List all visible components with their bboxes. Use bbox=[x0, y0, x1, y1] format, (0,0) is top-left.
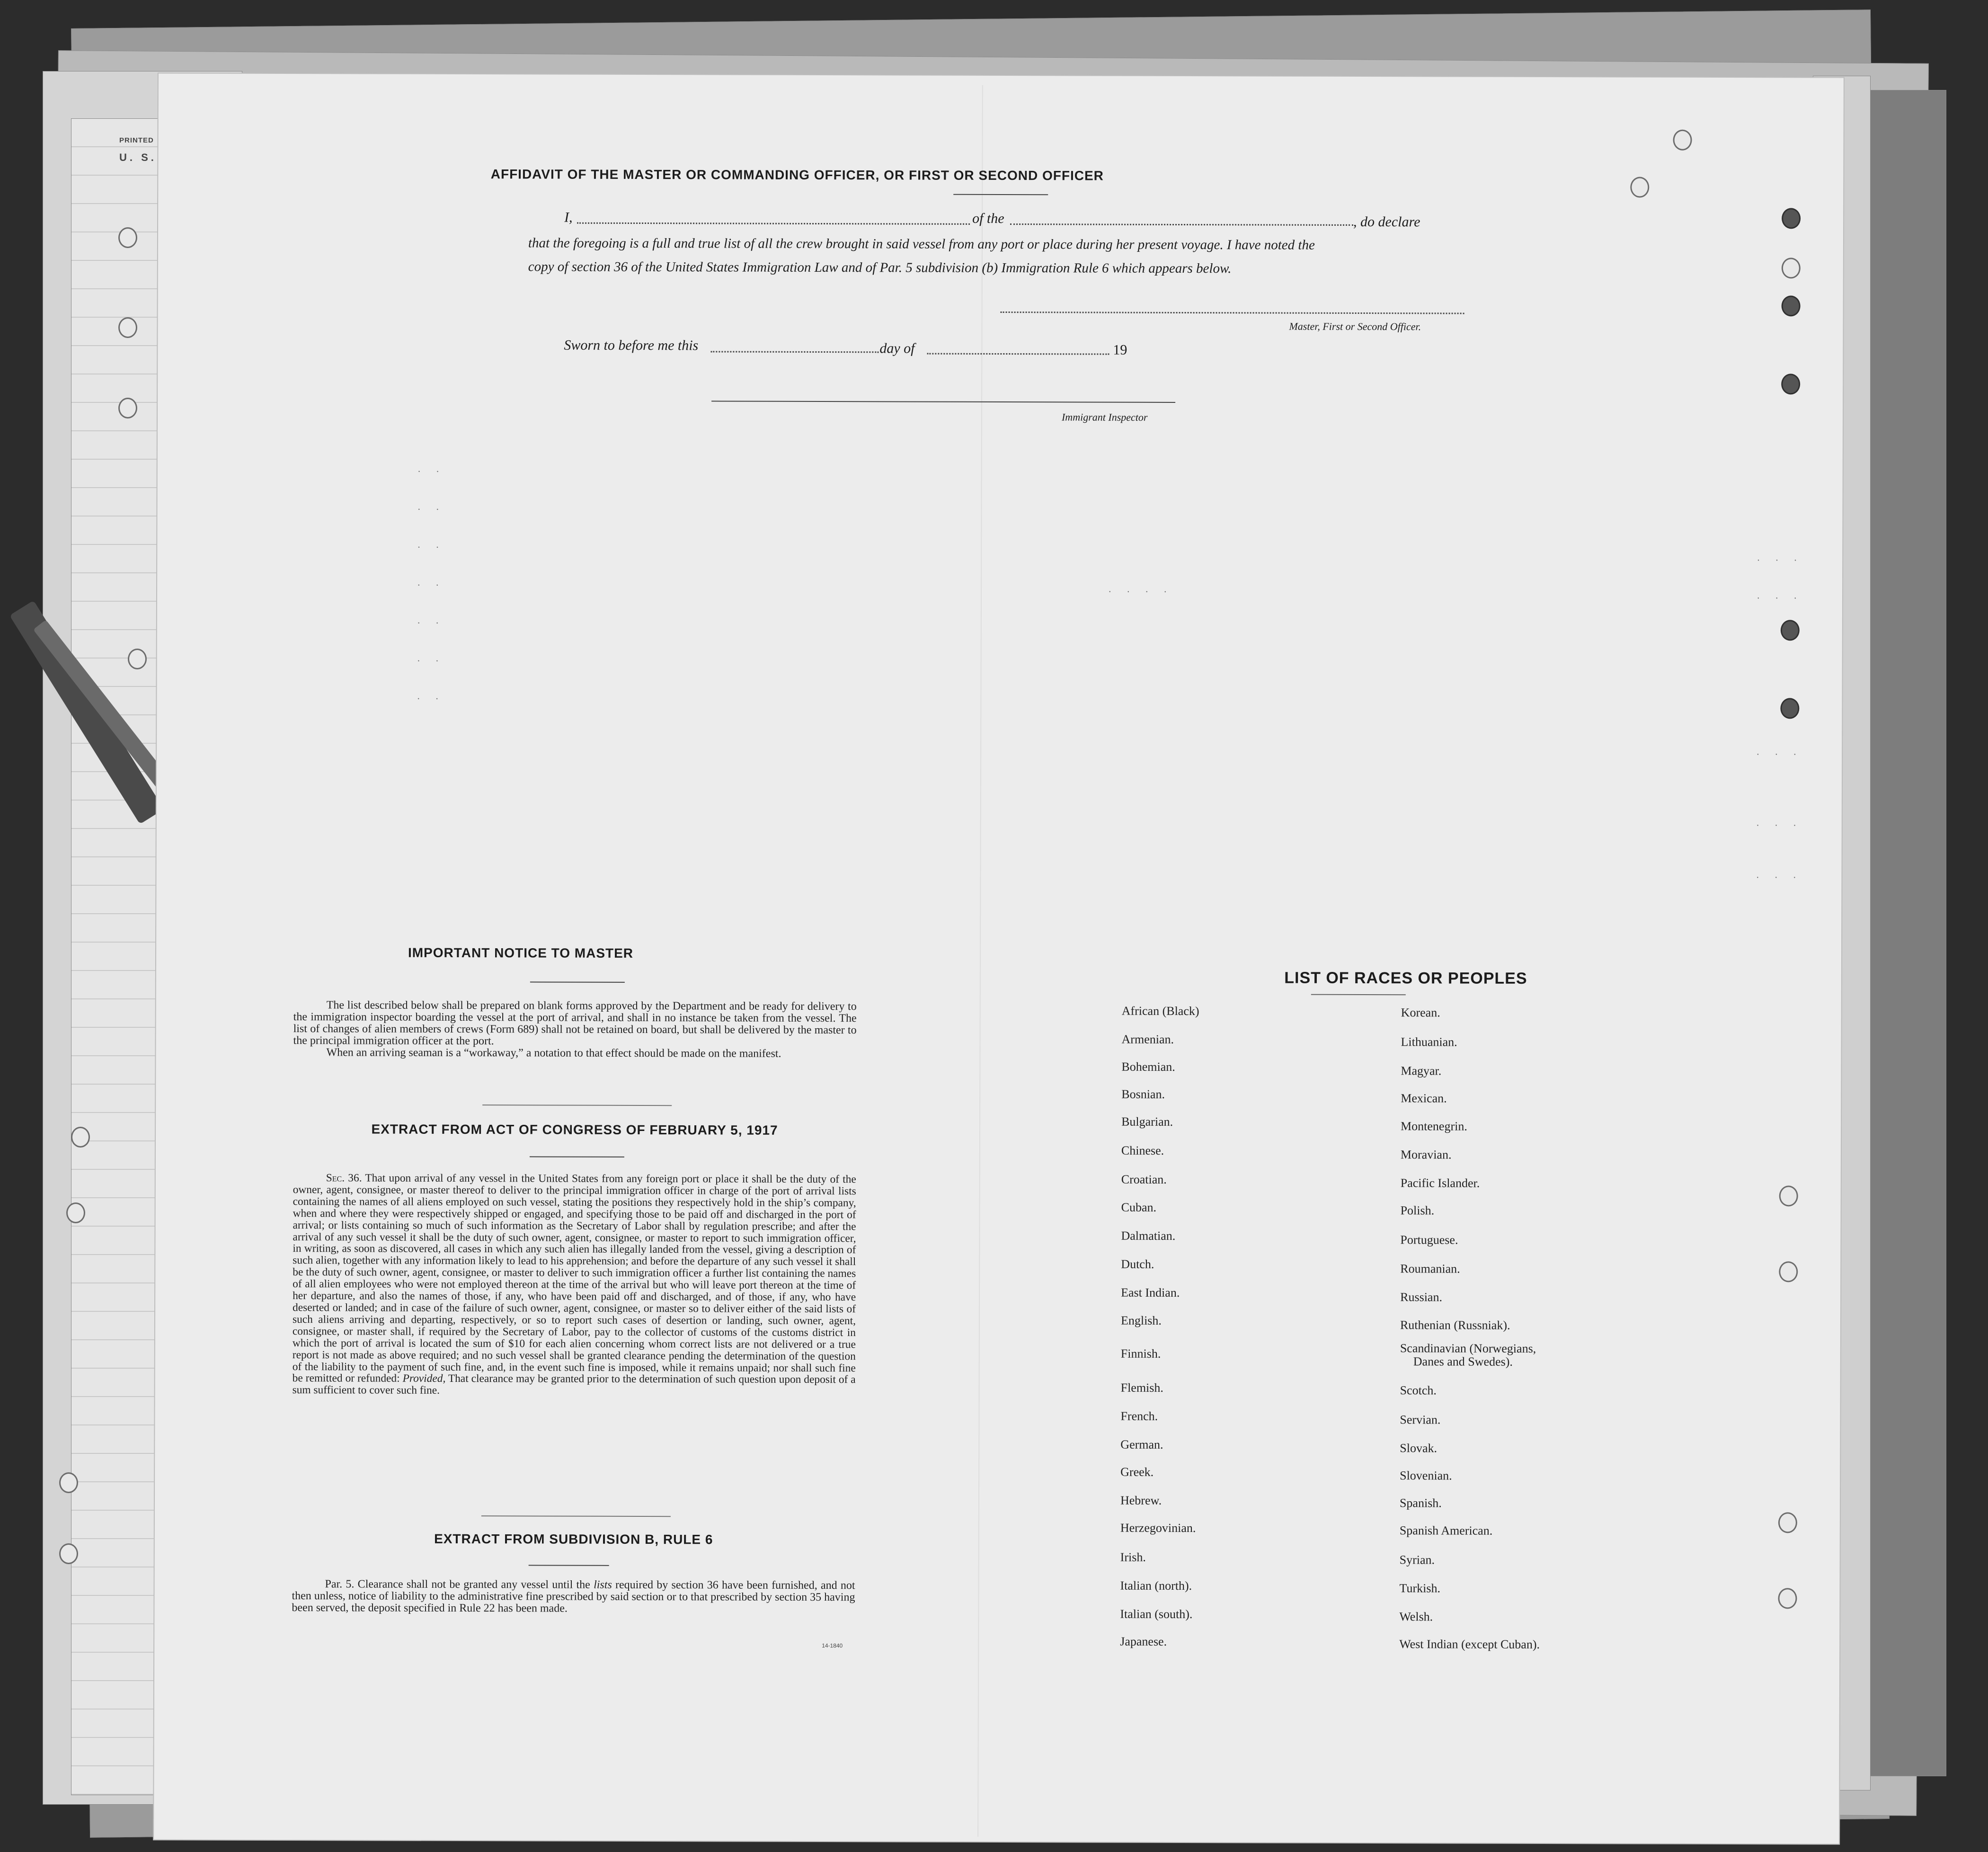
punch-hole bbox=[59, 1543, 78, 1564]
master-signature-line bbox=[1001, 312, 1464, 314]
race-item: English. bbox=[1120, 1313, 1162, 1327]
punch-hole bbox=[1630, 177, 1649, 197]
affidavit-line-3: copy of section 36 of the United States Immigration Law and of Par. 5 subdivision (b) Immigration Rule 6 which appears below. bbox=[528, 259, 1232, 276]
affidavit-of-the: of the bbox=[972, 210, 1004, 227]
section-label: Sec. 36. bbox=[326, 1172, 362, 1184]
sworn-prefix: Sworn to before me this bbox=[564, 337, 699, 354]
notice-paragraph-1: The list described below shall be prepared on blank forms approved by the Department and be ready for delivery to the immigration inspector boarding the vessel at the port of arrival, and shall in no instance be taken from the vessel. The list of changes of alien members of crews (Form 689) shall not be retained on board, but shall be delivered by the master to the principal immigration officer at the port. bbox=[293, 999, 857, 1048]
race-item: Korean. bbox=[1401, 1006, 1440, 1020]
punch-hole bbox=[1782, 295, 1801, 316]
affidavit-title: AFFIDAVIT OF THE MASTER OR COMMANDING OFFICER, OR FIRST OR SECOND OFFICER bbox=[490, 167, 1104, 183]
race-item: Moravian. bbox=[1400, 1148, 1452, 1162]
faint-dots: . . . bbox=[1757, 745, 1803, 757]
faint-dots: . . bbox=[417, 614, 445, 626]
title-rule bbox=[953, 194, 1048, 196]
faint-dots: . . bbox=[417, 538, 445, 550]
race-item: Japanese. bbox=[1120, 1634, 1167, 1648]
race-item: Scandinavian (Norwegians, bbox=[1400, 1341, 1536, 1355]
race-item: Flemish. bbox=[1120, 1380, 1163, 1395]
inspector-caption: Immigrant Inspector bbox=[1061, 411, 1148, 423]
race-item: Dutch. bbox=[1121, 1257, 1154, 1271]
rule-text-before: Par. 5. Clearance shall not be granted any vessel until the bbox=[325, 1578, 590, 1591]
punch-hole bbox=[1781, 374, 1800, 394]
race-item: Servian. bbox=[1400, 1413, 1441, 1427]
race-item: Herzegovinian. bbox=[1120, 1521, 1196, 1535]
faint-dots: . . . bbox=[1756, 868, 1803, 881]
race-item: Bosnian. bbox=[1121, 1087, 1165, 1101]
race-item: Lithuanian. bbox=[1401, 1035, 1457, 1049]
faint-dots: . . . bbox=[1757, 589, 1803, 601]
master-signature-caption: Master, First or Second Officer. bbox=[1289, 320, 1421, 333]
punch-hole bbox=[1781, 620, 1800, 641]
punch-hole bbox=[1673, 130, 1692, 151]
punch-hole bbox=[66, 1202, 85, 1223]
race-item: Welsh. bbox=[1399, 1610, 1433, 1624]
punch-hole bbox=[1778, 1588, 1797, 1609]
race-item: Chinese. bbox=[1121, 1143, 1164, 1158]
affidavit-do-declare: , do declare bbox=[1353, 214, 1420, 230]
page-fold bbox=[977, 85, 983, 1837]
race-item: Ruthenian (Russniak). bbox=[1400, 1318, 1510, 1332]
punch-hole bbox=[1779, 1261, 1798, 1282]
rule-text-after: required by section 36 have been furnished, and not then unless, notice of liability to the administrative fine prescribed by said section or to that prescribed by section 35 having been served, the deposit specified in Rule 22 has been made. bbox=[292, 1578, 855, 1615]
notice-rule bbox=[530, 981, 625, 983]
faint-dots: . . bbox=[417, 689, 445, 702]
punch-hole bbox=[118, 227, 137, 248]
punch-hole bbox=[59, 1472, 78, 1493]
inspector-signature-line bbox=[711, 401, 1175, 403]
act-extract-title: EXTRACT FROM ACT OF CONGRESS OF FEBRUARY 5, 1917 bbox=[371, 1122, 778, 1138]
race-item: Croatian. bbox=[1121, 1172, 1167, 1186]
race-item: German. bbox=[1120, 1437, 1163, 1451]
race-item: Scotch. bbox=[1400, 1383, 1437, 1398]
race-item: Hebrew. bbox=[1120, 1493, 1162, 1507]
race-item: Mexican. bbox=[1401, 1091, 1447, 1105]
race-item: East Indian. bbox=[1121, 1285, 1180, 1300]
race-item: Finnish. bbox=[1120, 1346, 1161, 1361]
faint-dots: . . bbox=[417, 576, 445, 588]
race-item: Italian (north). bbox=[1120, 1578, 1192, 1593]
race-item: Spanish American. bbox=[1399, 1523, 1493, 1538]
race-item: Spanish. bbox=[1399, 1496, 1442, 1510]
affidavit-i: I, bbox=[564, 209, 573, 225]
race-item-continued: Danes and Swedes). bbox=[1413, 1354, 1513, 1369]
form-number: 14-1840 bbox=[822, 1642, 843, 1649]
race-item: French. bbox=[1120, 1409, 1158, 1423]
vessel-blank-line bbox=[1010, 223, 1353, 226]
race-item: Cuban. bbox=[1121, 1200, 1157, 1214]
act-rule bbox=[530, 1156, 624, 1158]
name-blank-line bbox=[577, 223, 970, 225]
race-item: West Indian (except Cuban). bbox=[1399, 1637, 1540, 1651]
sworn-day-of: day of bbox=[879, 340, 915, 356]
faint-dots: . . bbox=[417, 462, 446, 474]
faint-dots: . . bbox=[417, 651, 445, 664]
notice-paragraph-2: When an arriving seaman is a “workaway,” a notation to that effect should be made on the manifest. bbox=[326, 1046, 781, 1060]
faint-dots: . . . . bbox=[1109, 582, 1173, 595]
section-36-text-end: That clearance may be granted prior to the determination of such question upon deposit of a sum sufficient to cover such fine. bbox=[292, 1372, 856, 1397]
race-item: Magyar. bbox=[1401, 1064, 1442, 1078]
race-item: Portuguese. bbox=[1400, 1233, 1458, 1247]
race-item: Russian. bbox=[1400, 1290, 1443, 1304]
sworn-month-line bbox=[927, 353, 1109, 355]
punch-hole bbox=[118, 398, 137, 418]
faint-dots: . . . bbox=[1756, 816, 1803, 828]
manifest-page bbox=[154, 73, 1844, 1843]
lists-word: lists bbox=[594, 1578, 612, 1591]
divider-rule bbox=[482, 1104, 672, 1106]
race-item: Italian (south). bbox=[1120, 1607, 1193, 1621]
rule-extract-title: EXTRACT FROM SUBDIVISION B, RULE 6 bbox=[434, 1531, 713, 1547]
divider-rule bbox=[481, 1515, 671, 1517]
notice-title: IMPORTANT NOTICE TO MASTER bbox=[408, 945, 634, 961]
race-item: Irish. bbox=[1120, 1550, 1146, 1564]
affidavit-line-2: that the foregoing is a full and true list of all the crew brought in said vessel from any port or place during her present voyage. I have noted the bbox=[528, 235, 1315, 253]
race-item: Turkish. bbox=[1399, 1581, 1441, 1595]
race-item: Montenegrin. bbox=[1401, 1119, 1467, 1133]
races-rule bbox=[1311, 994, 1406, 996]
punch-hole bbox=[1779, 1185, 1798, 1206]
race-item: Greek. bbox=[1120, 1465, 1154, 1479]
race-item: Bohemian. bbox=[1121, 1060, 1175, 1074]
provided-word: Provided, bbox=[402, 1372, 446, 1385]
punch-hole bbox=[71, 1127, 90, 1148]
races-title: LIST OF RACES OR PEOPLES bbox=[1284, 969, 1527, 988]
race-item: African (Black) bbox=[1121, 1004, 1199, 1018]
sworn-year: 19 bbox=[1113, 342, 1127, 358]
rule-extract-rule bbox=[529, 1565, 609, 1566]
punch-hole bbox=[1782, 208, 1801, 229]
punch-hole bbox=[1780, 698, 1799, 719]
punch-hole bbox=[1778, 1512, 1797, 1533]
race-item: Pacific Islander. bbox=[1400, 1176, 1480, 1190]
race-item: Roumanian. bbox=[1400, 1262, 1460, 1276]
us-stamp: U. S. bbox=[119, 151, 157, 163]
race-item: Polish. bbox=[1400, 1203, 1435, 1218]
sworn-day-line bbox=[710, 351, 879, 353]
punch-hole bbox=[118, 317, 137, 338]
punch-hole bbox=[128, 649, 147, 669]
race-item: Dalmatian. bbox=[1121, 1229, 1176, 1243]
faint-dots: . . . bbox=[1757, 551, 1803, 563]
race-item: Bulgarian. bbox=[1121, 1114, 1173, 1129]
act-extract-text bbox=[293, 1172, 856, 1398]
section-36-text: That upon arrival of any vessel in the United States from any foreign port or place it shall be the duty of the owner, agent, consignee, or master thereof to deliver to the principal immigration officer in charge of the port of arrival lists containing the names of all aliens employed on such vessel, stating the positions they respectively hold in the ship’s company, when and where they were respectively shipped or engaged, and specifying those to be paid off and discharged in the port of arrival; or lists containing so much of such information as the Secretary of Labor shall by regulation prescribe; and after the arrival of any such vessel it shall be the duty of such owner, agent, consignee, or master to report to such immigration officer, in writing, as soon as discovered, all cases in which any such alien has illegally landed from the vessel, giving a description of such alien, together with any information likely to lead to his apprehension; and before the departure of any such vessel it shall be the duty of such owner, agent, consignee, or master to deliver to such immigration officer a further list containing the names of all alien employees who were not employed thereon at the time of the arrival but who will leave port thereon at the time of her departure, and also the names of those, if any, who have been paid off and discharged, and of those, if any, who have deserted or landed; and in case of the failure of such owner, agent, consignee, or master so to deliver either of the said lists of such aliens arriving and departing, respectively, or so to report such cases of desertion or landing, such owner, agent, consignee, or master shall, if required by the Secretary of Labor, pay to the collector of customs of the customs district in which the port of arrival is located the sum of $10 for each alien concerning whom correct lists are not delivered or a true report is not made as above required; and no such vessel shall be granted clearance pending the determination of the question of the liability to the payment of such fine, and, in the event such fine is imposed, while it remains unpaid; nor shall such fine be remitted or refunded: bbox=[292, 1172, 856, 1385]
race-item: Armenian. bbox=[1121, 1032, 1174, 1046]
faint-dots: . . bbox=[417, 500, 446, 512]
rule-extract-text bbox=[292, 1578, 855, 1615]
race-item: Slovenian. bbox=[1400, 1469, 1452, 1483]
printed-stamp: PRINTED bbox=[119, 136, 154, 144]
race-item: Syrian. bbox=[1399, 1553, 1435, 1567]
notice-text bbox=[293, 999, 856, 1060]
punch-hole bbox=[1782, 258, 1801, 278]
race-item: Slovak. bbox=[1400, 1441, 1438, 1455]
